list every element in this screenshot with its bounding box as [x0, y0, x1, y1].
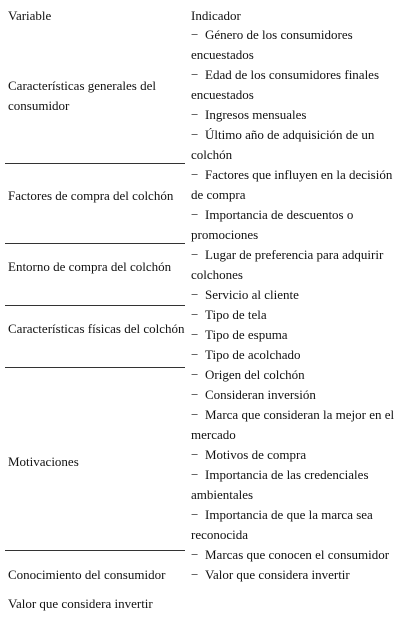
row-divider [5, 243, 185, 244]
variable-cell: Valor que considera invertir [8, 596, 153, 611]
indicator-list [191, 25, 406, 585]
indicator-header: Indicador [191, 8, 241, 23]
indicator-item: − Edad de los consumidores finales encuestados [191, 67, 380, 102]
indicator-item: − Origen del colchón [191, 367, 305, 382]
indicator-item: − Factores que influyen en la decisión de compra [191, 167, 393, 202]
variable-header: Variable [8, 8, 52, 23]
variable-cell: Entorno de compra del colchón [8, 259, 172, 274]
indicator-item: − Tipo de acolchado [191, 347, 301, 362]
variable-cell: Características físicas del colchón [8, 321, 185, 336]
row-divider [5, 305, 185, 306]
indicator-item: − Importancia de descuentos o promociones [191, 207, 354, 242]
row-divider [5, 550, 185, 551]
indicator-item: − Ingresos mensuales [191, 107, 307, 122]
variable-cell: Conocimiento del consumidor [8, 567, 166, 582]
indicator-item: − Lugar de preferencia para adquirir colchones [191, 247, 384, 282]
indicator-item: − Género de los consumidores encuestados [191, 27, 353, 62]
variable-cell: Factores de compra del colchón [8, 188, 174, 203]
indicator-item: − Motivos de compra [191, 447, 307, 462]
indicator-item: − Tipo de tela [191, 307, 267, 322]
indicator-item: − Importancia de las credenciales ambientales [191, 467, 369, 502]
row-divider [5, 163, 185, 164]
indicator-item: − Marca que consideran la mejor en el mercado [191, 407, 395, 442]
indicator-item: − Consideran inversión [191, 387, 316, 402]
indicator-item: − Importancia de que la marca sea reconocida [191, 507, 373, 542]
indicator-item: − Marcas que conocen el consumidor [191, 547, 390, 562]
row-divider [5, 367, 185, 368]
indicator-item: − Servicio al cliente [191, 287, 299, 302]
variable-cell: Características generales del consumidor [8, 78, 156, 113]
indicator-item: − Valor que considera invertir [191, 567, 350, 582]
indicator-item: − Tipo de espuma [191, 327, 288, 342]
variable-cell: Motivaciones [8, 454, 79, 469]
indicator-item: − Último año de adquisición de un colchón [191, 127, 375, 162]
